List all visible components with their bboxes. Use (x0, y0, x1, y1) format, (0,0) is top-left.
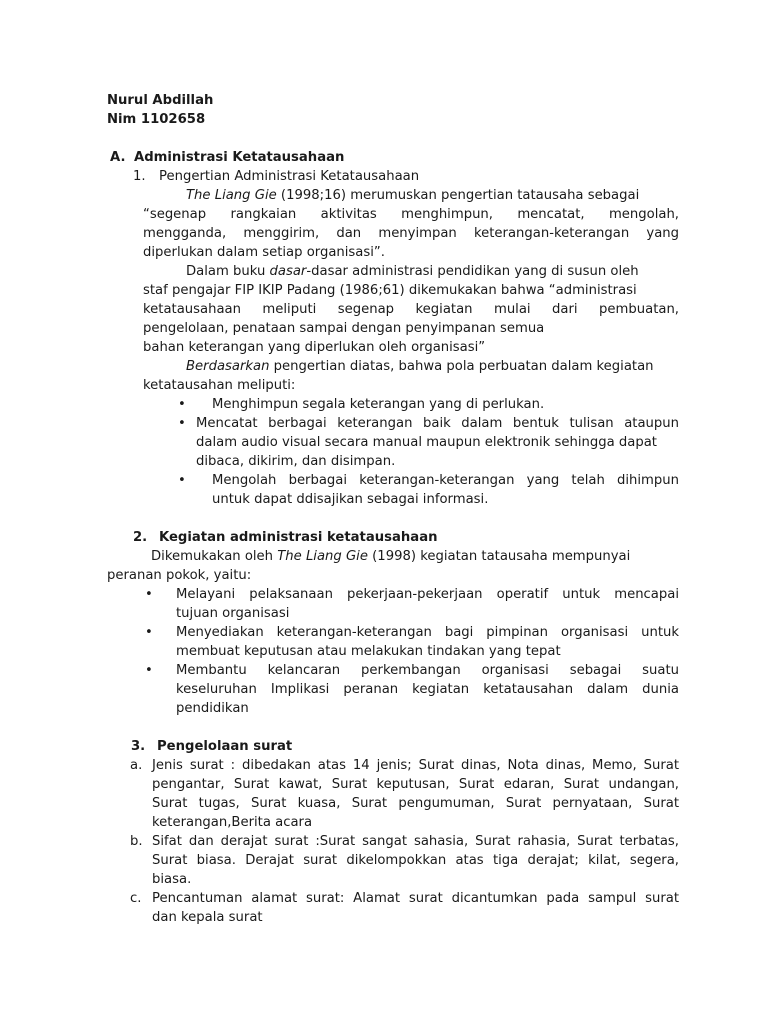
sub1-p1-line3: mengganda, menggirim, dan menyimpan keterangan-keterangan yang (143, 226, 679, 241)
sub3-item-a-line3: Surat tugas, Surat kuasa, Surat pengumuman, Surat pernyataan, Surat (152, 796, 679, 811)
sub1-p2-line1: Dalam buku dasar-dasar administrasi pendidikan yang di susun oleh (186, 264, 639, 279)
sub1-bullet2-line3: dibaca, dikirim, dan disimpan. (196, 454, 396, 469)
sub1-p2-line2: staf pengajar FIP IKIP Padang (1986;61) dikemukakan bahwa “administrasi (143, 283, 637, 298)
sub1-bullet3-line2: untuk dapat ddisajikan sebagai informasi. (212, 492, 489, 507)
sub2-p1-line1: Dikemukakan oleh The Liang Gie (1998) kegiatan tatausaha mempunyai (151, 549, 631, 564)
sub2-title: Kegiatan administrasi ketatausahaan (159, 530, 438, 545)
sub2-bullet1-line1: Melayani pelaksanaan pekerjaan-pekerjaan operatif untuk mencapai (176, 587, 679, 602)
sub1-p3-line2: ketatausahan meliputi: (143, 378, 296, 393)
bullet-icon: • (178, 397, 186, 412)
sub3-item-c-marker: c. (130, 891, 142, 906)
author-name: Nurul Abdillah (107, 93, 214, 108)
sub3-item-b-line2: Surat biasa. Derajat surat dikelompokkan atas tiga derajat; kilat, segera, (152, 853, 679, 868)
sub3-item-b-line3: biasa. (152, 872, 192, 887)
sub2-bullet3-line1: Membantu kelancaran perkembangan organisasi sebagai suatu (176, 663, 679, 678)
bullet-icon: • (145, 587, 153, 602)
sub2-bullet3-line2: keseluruhan Implikasi peranan kegiatan ketatausahan dalam dunia (176, 682, 679, 697)
sub1-p2-line3: ketatausahaan meliputi segenap kegiatan mulai dari pembuatan, (143, 302, 679, 317)
sub1-bullet2-line2: dalam audio visual secara manual maupun elektronik sehingga dapat (196, 435, 657, 450)
sub3-title: Pengelolaan surat (157, 739, 293, 754)
sub2-bullet3-line3: pendidikan (176, 701, 249, 716)
sub3-item-a-line2: pengantar, Surat kawat, Surat keputusan, Surat edaran, Surat undangan, (152, 777, 679, 792)
section-a-title: Administrasi Ketatausahaan (134, 150, 345, 165)
sub1-bullet1: Menghimpun segala keterangan yang di perlukan. (212, 397, 545, 412)
section-a-marker: A. (110, 150, 126, 165)
sub1-p1-line4: diperlukan dalam setiap organisasi”. (143, 245, 385, 260)
sub2-bullet1-line2: tujuan organisasi (176, 606, 290, 621)
sub1-p3-line1: Berdasarkan pengertian diatas, bahwa pola perbuatan dalam kegiatan (186, 359, 654, 374)
sub1-marker: 1. (133, 169, 146, 184)
sub1-bullet2-line1: Mencatat berbagai keterangan baik dalam bentuk tulisan ataupun (196, 416, 679, 431)
sub3-item-a-line1: Jenis surat : dibedakan atas 14 jenis; Surat dinas, Nota dinas, Memo, Surat (152, 758, 679, 773)
sub1-title: Pengertian Administrasi Ketatausahaan (159, 169, 420, 184)
bullet-icon: • (145, 663, 153, 678)
sub3-marker: 3. (131, 739, 146, 754)
sub3-item-b-line1: Sifat dan derajat surat :Surat sangat sahasia, Surat rahasia, Surat terbatas, (152, 834, 679, 849)
bullet-icon: • (178, 473, 186, 488)
sub2-bullet2-line1: Menyediakan keterangan-keterangan bagi pimpinan organisasi untuk (176, 625, 679, 640)
student-id: Nim 1102658 (107, 112, 206, 127)
bullet-icon: • (178, 416, 186, 431)
sub1-p1-line2: “segenap rangkaian aktivitas menghimpun, mencatat, mengolah, (143, 207, 679, 222)
sub2-p1-line2: peranan pokok, yaitu: (107, 568, 252, 583)
bullet-icon: • (145, 625, 153, 640)
sub1-bullet3-line1: Mengolah berbagai keterangan-keterangan yang telah dihimpun (212, 473, 679, 488)
sub3-item-c-line1: Pencantuman alamat surat: Alamat surat dicantumkan pada sampul surat (152, 891, 679, 906)
sub2-bullet2-line2: membuat keputusan atau melakukan tindakan yang tepat (176, 644, 561, 659)
sub3-item-a-line4: keterangan,Berita acara (152, 815, 313, 830)
sub2-marker: 2. (133, 530, 148, 545)
sub3-item-b-marker: b. (130, 834, 143, 849)
sub3-item-a-marker: a. (130, 758, 143, 773)
sub1-p2-line5: bahan keterangan yang diperlukan oleh organisasi” (143, 340, 486, 355)
sub1-p2-line4: pengelolaan, penataan sampai dengan penyimpanan semua (143, 321, 545, 336)
sub3-item-c-line2: dan kepala surat (152, 910, 263, 925)
sub1-p1-line1: The Liang Gie (1998;16) merumuskan pengertian tatausaha sebagai (186, 188, 640, 203)
